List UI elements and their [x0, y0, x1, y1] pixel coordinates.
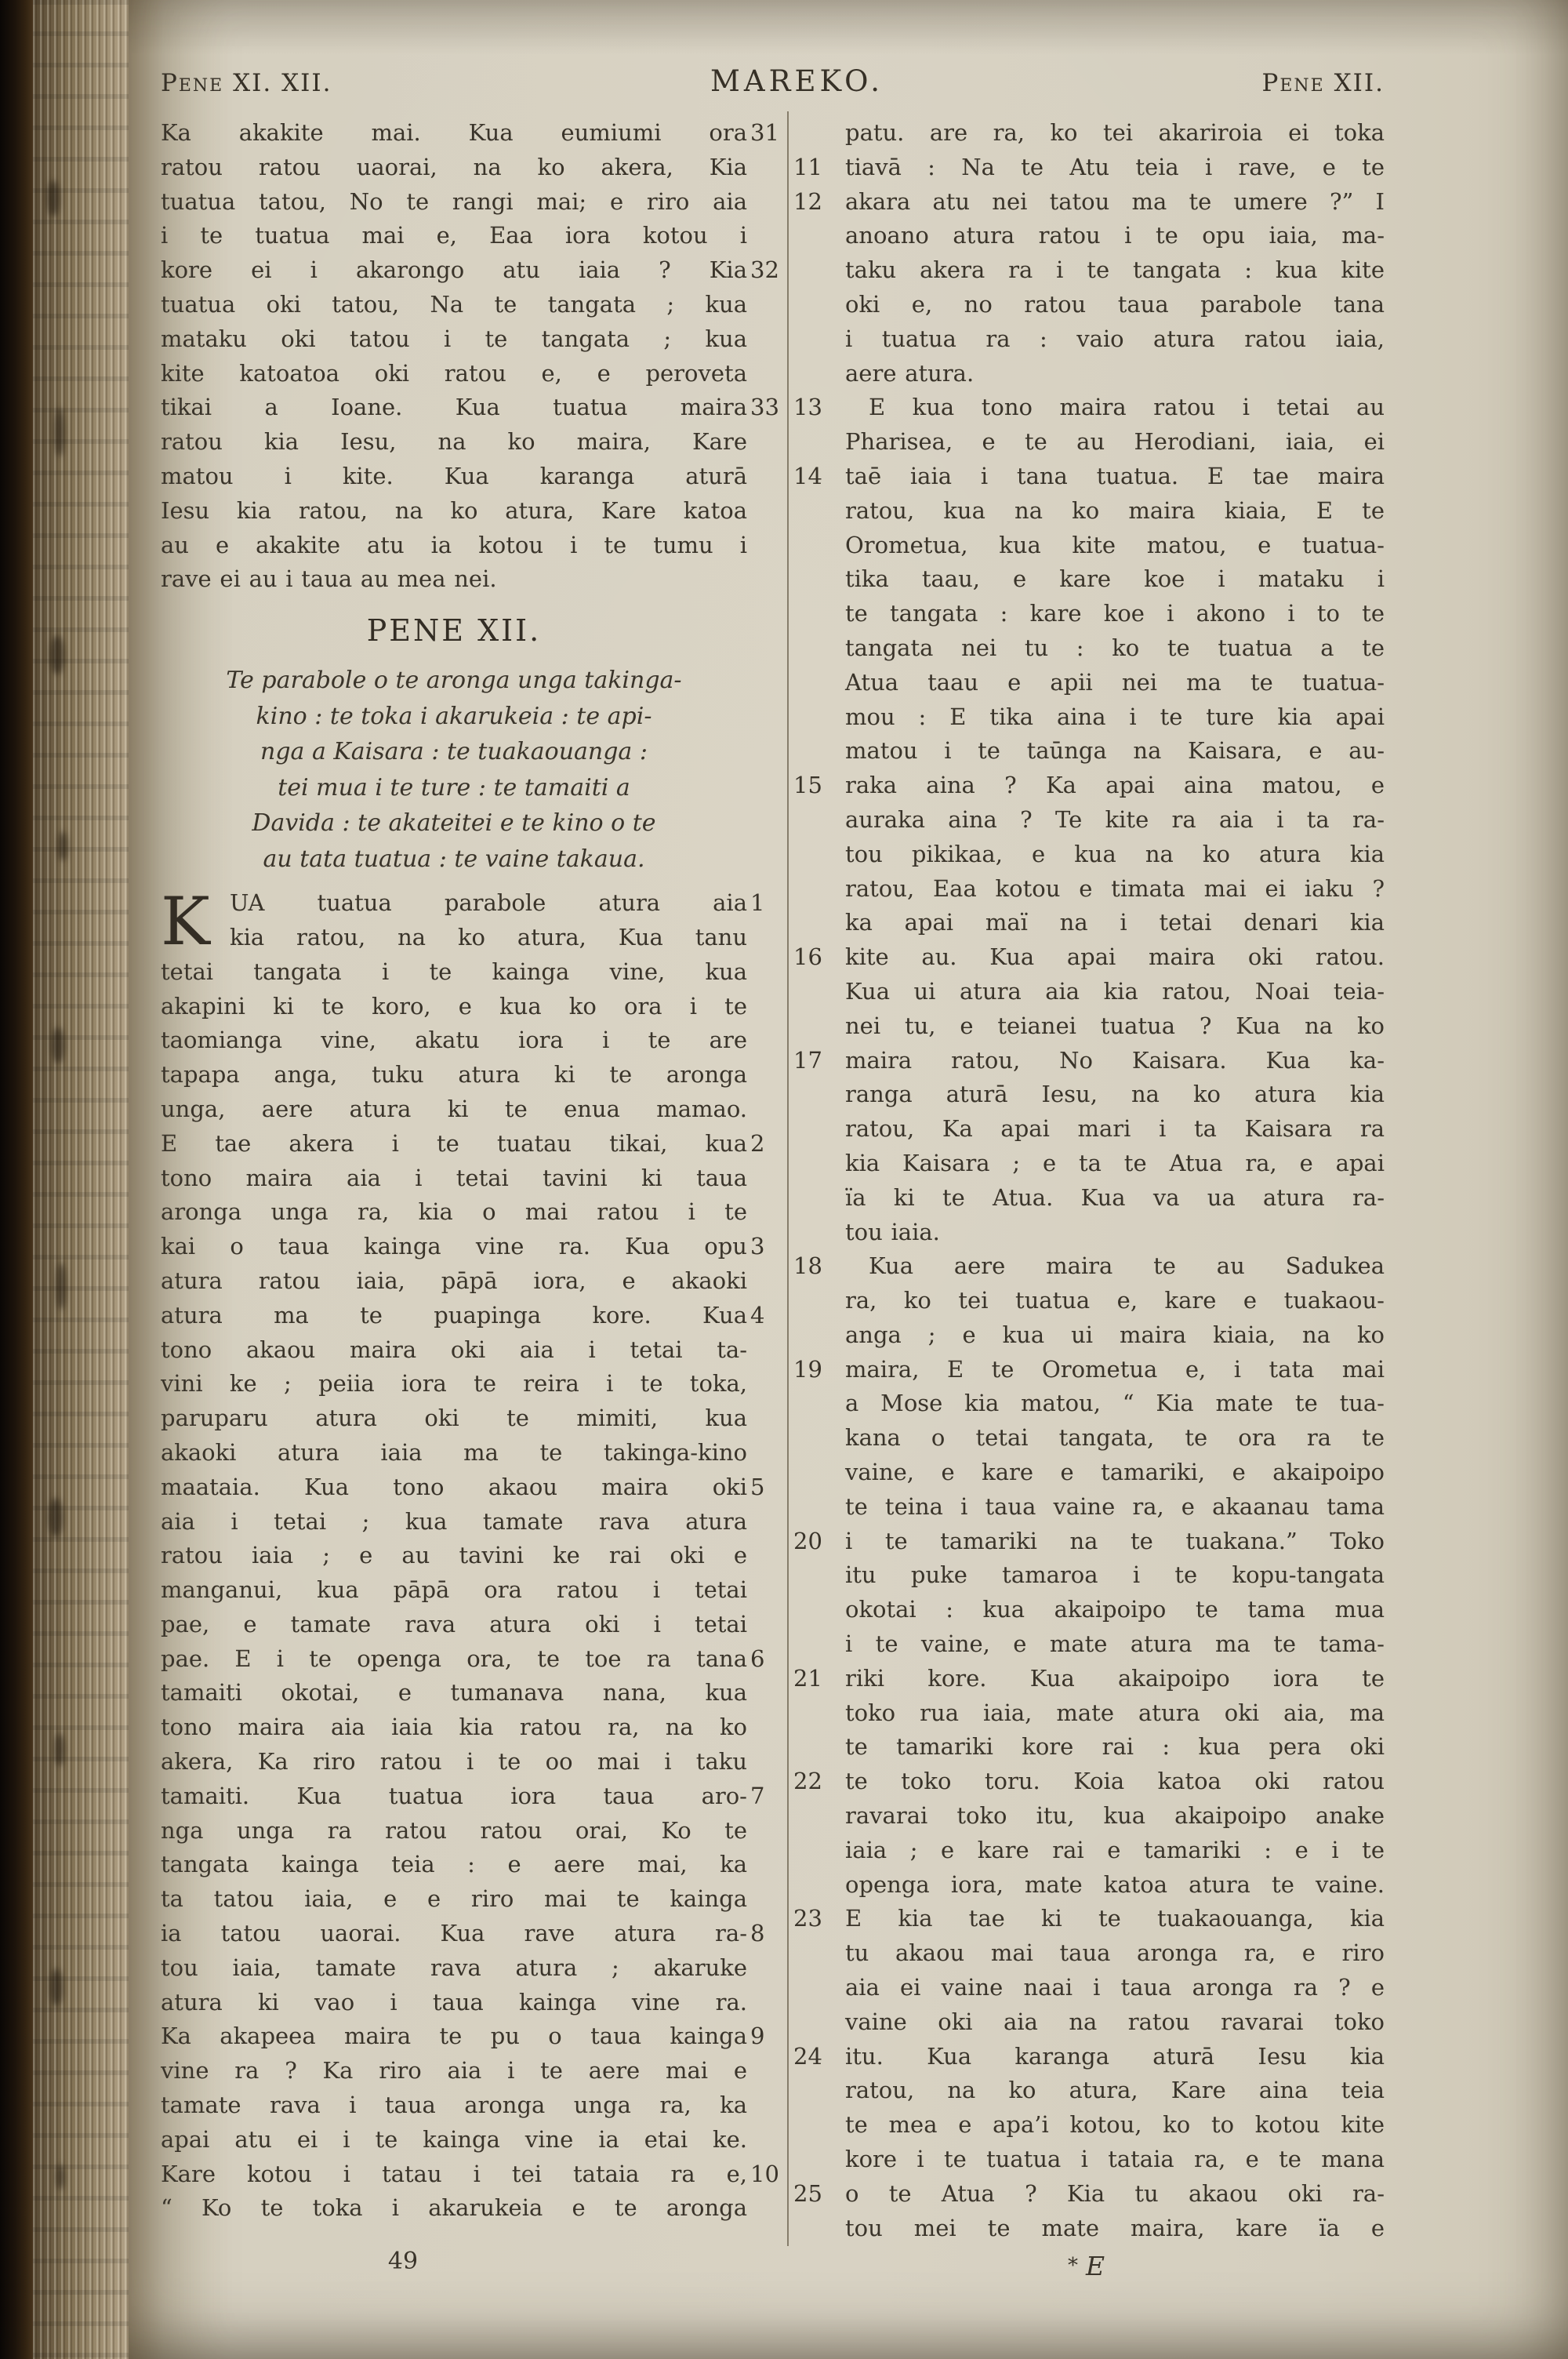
line-text: kana o tetai tangata, te ora ra te: [845, 1424, 1385, 1452]
text-line: [845, 1318, 1385, 1353]
summary-line: Davida : te akateitei e te kino o te: [252, 809, 656, 838]
line-text: vine ra ? Ka riro aia i te aere mai e: [161, 2057, 747, 2085]
line-text: taku akera ra i te tangata : kua kite: [845, 256, 1385, 284]
line-text: itu. Kua karanga aturā Iesu kia: [845, 2042, 1385, 2070]
text-line: [845, 357, 1385, 391]
chapter-summary: [161, 663, 747, 877]
line-text: tiavā : Na te Atu teia i rave, e te: [845, 153, 1385, 180]
line-text: kore i te tuatua i tataia ra, e te mana: [845, 2146, 1385, 2173]
line-text: Kua ui atura aia kia ratou, Noai teia-: [845, 977, 1385, 1005]
text-line: [845, 734, 1385, 769]
line-text: rave ei au i taua au mea nei.: [161, 565, 497, 593]
text-line: [161, 886, 765, 921]
line-text: oki e, no ratou taua parabole tana: [845, 290, 1385, 318]
line-text: tangata kainga teia : e aere mai, ka: [161, 1851, 747, 1878]
running-header: [161, 64, 1385, 98]
text-line: [845, 1971, 1385, 2005]
text-line: [161, 1505, 747, 1539]
line-text: te tamariki kore rai : kua pera oki: [845, 1733, 1385, 1761]
line-text: paruparu atura oki te mimiti, kua: [161, 1405, 747, 1432]
line-text: ratou ratou uaorai, na ko akera, Kia: [161, 153, 747, 180]
verse-number: 18: [793, 1252, 822, 1280]
text-line: [161, 494, 747, 529]
line-text: Ka akakite mai. Kua eumiumi ora: [161, 119, 747, 146]
line-text: ïa ki te Atua. Kua va ua atura ra-: [845, 1183, 1385, 1211]
line-text: te tangata : kare koe i akono i to te: [845, 600, 1385, 627]
line-text: UA tuatua parabole atura aia: [230, 889, 747, 917]
text-line: [845, 803, 1385, 838]
line-text: kia Kaisara ; e ta te Atua ra, e apai: [845, 1149, 1385, 1176]
ink-smudge: [52, 1027, 64, 1063]
line-text: ratou, Ka apai mari i ta Kaisara ra: [845, 1115, 1385, 1143]
text-line: [161, 219, 747, 253]
text-line: [845, 1696, 1385, 1731]
line-text: anga ; e kua ui maira kiaia, na ko: [845, 1321, 1385, 1348]
text-line: [845, 1593, 1385, 1627]
text-line: [845, 1490, 1385, 1525]
text-line: [845, 1147, 1385, 1181]
text-line: [845, 2212, 1385, 2246]
text-line: [793, 1044, 1385, 1078]
text-line: [161, 2054, 747, 2088]
line-text: tuatua oki tatou, Na te tangata ; kua: [161, 290, 747, 318]
text-line: [845, 975, 1385, 1009]
column-divider: [787, 111, 789, 2246]
verse-number: 7: [750, 1782, 765, 1809]
text-line: [161, 2157, 779, 2192]
line-text: kai o taua kainga vine ra. Kua opu: [161, 1233, 747, 1260]
line-text: vaine oki aia na ratou ravarai toko: [845, 2008, 1385, 2035]
text-line: [161, 1608, 747, 1642]
text-line: [161, 2191, 747, 2226]
line-text: tamaiti okotai, e tumanava nana, kua: [161, 1679, 747, 1707]
line-text: ka apai maï na i tetai denari kia: [845, 909, 1385, 936]
text-line: [161, 1299, 765, 1333]
text-block: [161, 116, 779, 597]
text-line: [161, 1642, 765, 1677]
line-text: tou mei te mate maira, kare ïa e: [845, 2214, 1385, 2241]
verse-number: 33: [750, 394, 779, 421]
text-line: [161, 1573, 747, 1608]
line-text: i te tamariki na te tuakana.” Toko: [845, 1527, 1385, 1554]
page-number: 49: [387, 2248, 419, 2275]
text-line: [161, 1951, 747, 1986]
right-column: [793, 116, 1385, 2245]
text-line: [845, 1009, 1385, 1044]
verse-number: 9: [750, 2023, 765, 2050]
line-text: tamaiti. Kua tuatua iora taua aro-: [161, 1782, 747, 1809]
line-text: vaine, e kare e tamariki, e akaipoipo: [845, 1459, 1385, 1486]
text-line: [161, 1539, 747, 1573]
ink-smudge: [58, 831, 67, 861]
header-book-title: MAREKO.: [710, 64, 884, 98]
text-line: [845, 2074, 1385, 2108]
text-line: [161, 1779, 765, 1814]
line-text: o te Atua ? Kia tu akaou oki ra-: [845, 2179, 1385, 2207]
verse-number: 22: [793, 1768, 822, 1795]
left-column: [161, 116, 779, 2226]
line-text: tu akaou mai taua aronga ra, e riro: [845, 1939, 1385, 1967]
text-line: [845, 666, 1385, 700]
text-line: [845, 322, 1385, 357]
verse-number: 24: [793, 2042, 822, 2070]
line-text: tono akaou maira oki aia i tetai ta-: [161, 1336, 747, 1363]
text-line: [793, 2040, 1385, 2074]
verse-number: 19: [793, 1355, 822, 1383]
verse-number: 13: [793, 394, 822, 421]
line-text: taomianga vine, akatu iora i te are: [161, 1027, 747, 1054]
header-right-chapter: Pene XII.: [1261, 69, 1385, 97]
text-line: [793, 1353, 1385, 1387]
text-line: [793, 940, 1385, 975]
ink-smudge: [47, 180, 60, 216]
text-line: [161, 1058, 747, 1092]
line-text: i te vaine, e mate atura ma te tama-: [845, 1630, 1385, 1658]
text-line: [161, 1814, 747, 1848]
book-page: [129, 0, 1568, 2359]
text-line: [161, 151, 747, 185]
text-line: [161, 2088, 747, 2123]
verse-number: 25: [793, 2179, 822, 2207]
line-text: taē iaia i tana tuatua. E tae maira: [845, 462, 1385, 489]
text-line: [845, 1730, 1385, 1765]
ink-smudge: [56, 2165, 64, 2190]
line-text: okotai : kua akaipoipo te tama mua: [845, 1596, 1385, 1623]
line-text: kite katoatoa oki ratou e, e peroveta: [161, 359, 747, 387]
ink-smudge: [50, 635, 64, 674]
line-text: ta tatou iaia, e e riro mai te kainga: [161, 1885, 747, 1913]
line-text: ra, ko tei tuatua e, kare e tuakaou-: [845, 1287, 1385, 1314]
ink-smudge: [49, 1498, 63, 1537]
text-line: [845, 597, 1385, 631]
text-line: [845, 1216, 1385, 1250]
text-line: [845, 562, 1385, 597]
dropcap-paragraph: [161, 883, 779, 2226]
line-text: aronga unga ra, kia o mai ratou i te: [161, 1198, 747, 1226]
line-text: E tae akera i te tuatau tikai, kua: [161, 1129, 747, 1157]
line-text: ratou, kua na ko maira kiaia, E te: [845, 496, 1385, 524]
text-line: [845, 2143, 1385, 2177]
summary-line: au tata tuatua : te vaine takaua.: [263, 845, 645, 873]
text-line: [845, 1181, 1385, 1216]
verse-number: 11: [793, 153, 822, 180]
text-line: [161, 1470, 765, 1505]
text-line: [845, 2005, 1385, 2040]
line-text: i te tuatua mai e, Eaa iora kotou i: [161, 222, 747, 249]
text-line: [161, 990, 747, 1024]
text-line: [845, 1627, 1385, 1662]
line-text: matou i te taūnga na Kaisara, e au-: [845, 737, 1385, 765]
line-text: ranga aturā Iesu, na ko atura kia: [845, 1081, 1385, 1108]
line-text: atura ratou iaia, pāpā iora, e akaoki: [161, 1267, 747, 1294]
text-line: [845, 1868, 1385, 1903]
line-text: kia ratou, na ko atura, Kua tanu: [230, 923, 747, 951]
page-edges: [33, 0, 129, 2359]
line-text: tuatua tatou, No te rangi mai; e riro aia: [161, 187, 747, 215]
line-text: Kare kotou i tatau i tei tataia ra e,: [161, 2160, 747, 2187]
text-line: [161, 1333, 747, 1368]
text-line: [161, 391, 779, 425]
text-line: [845, 288, 1385, 322]
text-line: [161, 1710, 747, 1745]
line-text: akapini ki te koro, e kua ko ora i te: [161, 992, 747, 1020]
line-text: akara atu nei tatou ma te umere ?” I: [845, 187, 1385, 215]
text-line: [161, 1745, 747, 1779]
verse-number: 20: [793, 1527, 822, 1554]
text-line: [845, 1558, 1385, 1593]
verse-number: 15: [793, 772, 822, 799]
line-text: tikai a Ioane. Kua tuatua maira: [161, 394, 747, 421]
verse-number: 16: [793, 943, 822, 971]
line-text: atura ki vao i taua kainga vine ra.: [161, 1988, 747, 2016]
line-text: “ Ko te toka i akarukeia e te aronga: [161, 2194, 747, 2222]
line-text: tangata nei tu : ko te tuatua a te: [845, 634, 1385, 661]
text-line: [161, 1092, 747, 1127]
text-line: [793, 2177, 1385, 2212]
line-text: tou pikikaa, e kua na ko atura kia: [845, 840, 1385, 867]
text-line: [793, 151, 1385, 185]
text-line: [161, 955, 747, 990]
text-line: [845, 1078, 1385, 1112]
text-line: [161, 1848, 747, 1882]
line-text: E kia tae ki te tuakaouanga, kia: [845, 1905, 1385, 1932]
summary-line: kino : te toka i akarukeia : te api-: [256, 702, 652, 730]
text-line: [793, 1902, 1385, 1936]
verse-number: 2: [750, 1129, 765, 1157]
text-line: [161, 425, 747, 460]
line-text: akera, Ka riro ratou i te oo mai i taku: [161, 1748, 747, 1776]
summary-line: nga a Kaisara : te tuakaouanga :: [260, 738, 648, 766]
line-text: atura ma te puapinga kore. Kua: [161, 1301, 747, 1329]
text-line: [845, 425, 1385, 460]
text-line: [845, 906, 1385, 940]
line-text: maira ratou, No Kaisara. Kua ka-: [845, 1046, 1385, 1074]
line-text: te teina i taua vaine ra, e akaanau tama: [845, 1492, 1385, 1520]
text-line: [161, 1161, 747, 1196]
summary-line: tei mua i te ture : te tamaiti a: [278, 773, 630, 801]
line-text: patu. are ra, ko tei akariroia ei toka: [845, 119, 1385, 146]
text-line: [161, 253, 779, 288]
line-text: apai atu ei i te kainga vine ia etai ke.: [161, 2125, 747, 2153]
line-text: ratou, Eaa kotou e timata mai ei iaku ?: [845, 874, 1385, 902]
line-text: vini ke ; peiia iora te reira i te toka,: [161, 1370, 747, 1398]
text-line: [793, 460, 1385, 494]
line-text: aere atura.: [845, 359, 975, 387]
text-block: [793, 116, 1385, 2245]
line-text: tamate rava i taua aronga unga ra, ka: [161, 2092, 747, 2119]
line-text: Kua aere maira te au Sadukea: [869, 1252, 1385, 1280]
text-line: [793, 769, 1385, 803]
line-text: anoano atura ratou i te opu iaia, ma-: [845, 222, 1385, 249]
line-text: ia tatou uaorai. Kua rave atura ra-: [161, 1920, 747, 1947]
text-line: [161, 2019, 765, 2054]
text-line: [845, 1936, 1385, 1971]
text-line: [845, 1799, 1385, 1834]
header-left-chapter: Pene XI. XII.: [161, 69, 332, 97]
line-text: toko rua iaia, mate atura oki aia, ma: [845, 1699, 1385, 1726]
line-text: aia i tetai ; kua tamate rava atura: [161, 1507, 747, 1535]
line-text: Orometua, kua kite matou, e tuatua-: [845, 531, 1385, 558]
book-binding-edge: [0, 0, 33, 2359]
ink-smudge: [55, 1733, 64, 1766]
text-line: [161, 288, 747, 322]
text-line: [845, 219, 1385, 253]
text-line: [845, 838, 1385, 872]
line-text: nei tu, e teianei tuatua ? Kua na ko: [845, 1012, 1385, 1039]
line-text: au e akakite atu ia kotou i te tumu i: [161, 531, 747, 558]
verse-number: 4: [750, 1301, 765, 1329]
line-text: iaia ; e kare rai e tamariki : e i te: [845, 1836, 1385, 1863]
text-line: [161, 1401, 747, 1436]
line-text: maataia. Kua tono akaou maira oki: [161, 1473, 747, 1500]
verse-number: 8: [750, 1920, 765, 1947]
line-text: E kua tono maira ratou i tetai au: [869, 394, 1385, 421]
text-line: [793, 1249, 1385, 1284]
ink-smudge: [56, 1263, 66, 1310]
verse-number: 31: [750, 119, 779, 146]
text-line: [161, 1230, 765, 1264]
text-line: [161, 2123, 747, 2157]
line-text: i tuatua ra : vaio atura ratou iaia,: [845, 325, 1385, 352]
text-line: [161, 1436, 747, 1470]
text-line: [161, 1127, 765, 1161]
line-text: pae, e tamate rava atura oki i tetai: [161, 1610, 747, 1637]
signature-letter: E: [1086, 2251, 1105, 2281]
text-line: [161, 1264, 747, 1299]
text-line: [161, 1195, 747, 1230]
text-line: [845, 700, 1385, 735]
summary-line: Te parabole o te aronga unga takinga-: [226, 667, 682, 695]
text-line: [845, 631, 1385, 666]
line-text: tapapa anga, tuku atura ki te aronga: [161, 1061, 747, 1089]
text-line: [161, 1676, 747, 1710]
text-line: [161, 460, 747, 494]
line-text: auraka aina ? Te kite ra aia i ta ra-: [845, 805, 1385, 833]
line-text: maira, E te Orometua e, i tata mai: [845, 1355, 1385, 1383]
text-line: [793, 185, 1385, 220]
line-text: kite au. Kua apai maira oki ratou.: [845, 943, 1385, 971]
text-line: [845, 872, 1385, 907]
text-line: [161, 185, 747, 220]
line-text: a Mose kia matou, “ Kia mate te tua-: [845, 1390, 1385, 1417]
text-line: [793, 391, 1385, 425]
verse-number: 5: [750, 1473, 765, 1500]
chapter-heading: PENE XII.: [366, 613, 542, 649]
text-line: [161, 1882, 747, 1917]
line-text: tou iaia, tamate rava atura ; akaruke: [161, 1954, 747, 1981]
line-text: tetai tangata i te kainga vine, kua: [161, 958, 747, 985]
verse-number: 1: [750, 889, 765, 917]
line-text: matou i kite. Kua karanga aturā: [161, 462, 747, 489]
verse-number: 10: [750, 2160, 779, 2187]
line-text: unga, aere atura ki te enua mamao.: [161, 1095, 747, 1122]
verse-number: 6: [750, 1645, 765, 1672]
line-text: raka aina ? Ka apai aina matou, e: [845, 772, 1385, 799]
line-text: te mea e apa’i kotou, ko to kotou kite: [845, 2111, 1385, 2139]
drop-cap: K: [161, 883, 210, 961]
text-line: [793, 1662, 1385, 1696]
ink-smudge: [50, 1968, 63, 2006]
verse-number: 32: [750, 256, 779, 284]
text-line: [845, 1456, 1385, 1490]
text-line: [161, 529, 747, 563]
text-line: [161, 357, 747, 391]
line-text: pae. E i te openga ora, te toe ra tana: [161, 1645, 747, 1672]
line-text: te toko toru. Koia katoa oki ratou: [845, 1768, 1385, 1795]
line-text: tono maira aia i tetai tavini ki taua: [161, 1164, 747, 1191]
text-line: [161, 1367, 747, 1401]
text-line: [845, 494, 1385, 529]
line-text: ratou iaia ; e au tavini ke rai oki e: [161, 1542, 747, 1569]
verse-number: 12: [793, 187, 822, 215]
text-line: [161, 322, 747, 357]
text-line: [845, 1421, 1385, 1456]
line-text: Pharisea, e te au Herodiani, iaia, ei: [845, 428, 1385, 456]
ink-smudge: [55, 408, 64, 456]
text-line: [845, 2108, 1385, 2143]
line-text: kore ei i akarongo atu iaia ? Kia: [161, 256, 747, 284]
text-line: [161, 1986, 747, 2020]
verse-number: 21: [793, 1664, 822, 1692]
verse-number: 17: [793, 1046, 822, 1074]
line-text: Iesu kia ratou, na ko atura, Kare katoa: [161, 496, 747, 524]
line-text: aia ei vaine naai i taua aronga ra ? e: [845, 1974, 1385, 2001]
line-text: ravarai toko itu, kua akaipoipo anake: [845, 1802, 1385, 1830]
text-line: [845, 1834, 1385, 1868]
line-text: ratou, na ko atura, Kare aina teia: [845, 2077, 1385, 2104]
text-line: [161, 562, 747, 597]
text-line: [845, 1112, 1385, 1147]
text-line: [845, 253, 1385, 288]
line-text: tika taau, e kare koe i mataku i: [845, 565, 1385, 593]
line-text: itu puke tamaroa i te kopu-tangata: [845, 1561, 1385, 1589]
line-text: tono maira aia iaia kia ratou ra, na ko: [161, 1714, 747, 1741]
line-text: riki kore. Kua akaipoipo iora te: [845, 1664, 1385, 1692]
line-text: nga unga ra ratou ratou orai, Ko te: [161, 1816, 747, 1844]
text-line: [845, 1284, 1385, 1318]
line-text: manganui, kua pāpā ora ratou i tetai: [161, 1576, 747, 1604]
signature-mark: [1068, 2251, 1105, 2281]
line-text: Ka akapeea maira te pu o taua kainga: [161, 2023, 747, 2050]
text-line: [845, 116, 1385, 151]
text-line: [161, 1917, 765, 1951]
text-line: [793, 1525, 1385, 1559]
line-text: openga iora, mate katoa atura te vaine.: [845, 1870, 1385, 1898]
text-line: [161, 116, 779, 151]
line-text: ratou kia Iesu, na ko maira, Kare: [161, 428, 747, 456]
line-text: Atua taau e apii nei ma te tuatua-: [845, 668, 1385, 696]
text-line: [845, 1387, 1385, 1421]
text-line: [793, 1765, 1385, 1799]
signature-star: *: [1068, 2254, 1078, 2277]
verse-number: 23: [793, 1905, 822, 1932]
line-text: tou iaia.: [845, 1218, 940, 1245]
text-line: [161, 1023, 747, 1058]
verse-number: 14: [793, 462, 822, 489]
text-line: [161, 921, 747, 955]
line-text: mataku oki tatou i te tangata ; kua: [161, 325, 747, 352]
line-text: mou : E tika aina i te ture kia apai: [845, 703, 1385, 730]
verse-number: 3: [750, 1233, 765, 1260]
text-line: [845, 529, 1385, 563]
line-text: akaoki atura iaia ma te takinga-kino: [161, 1438, 747, 1466]
